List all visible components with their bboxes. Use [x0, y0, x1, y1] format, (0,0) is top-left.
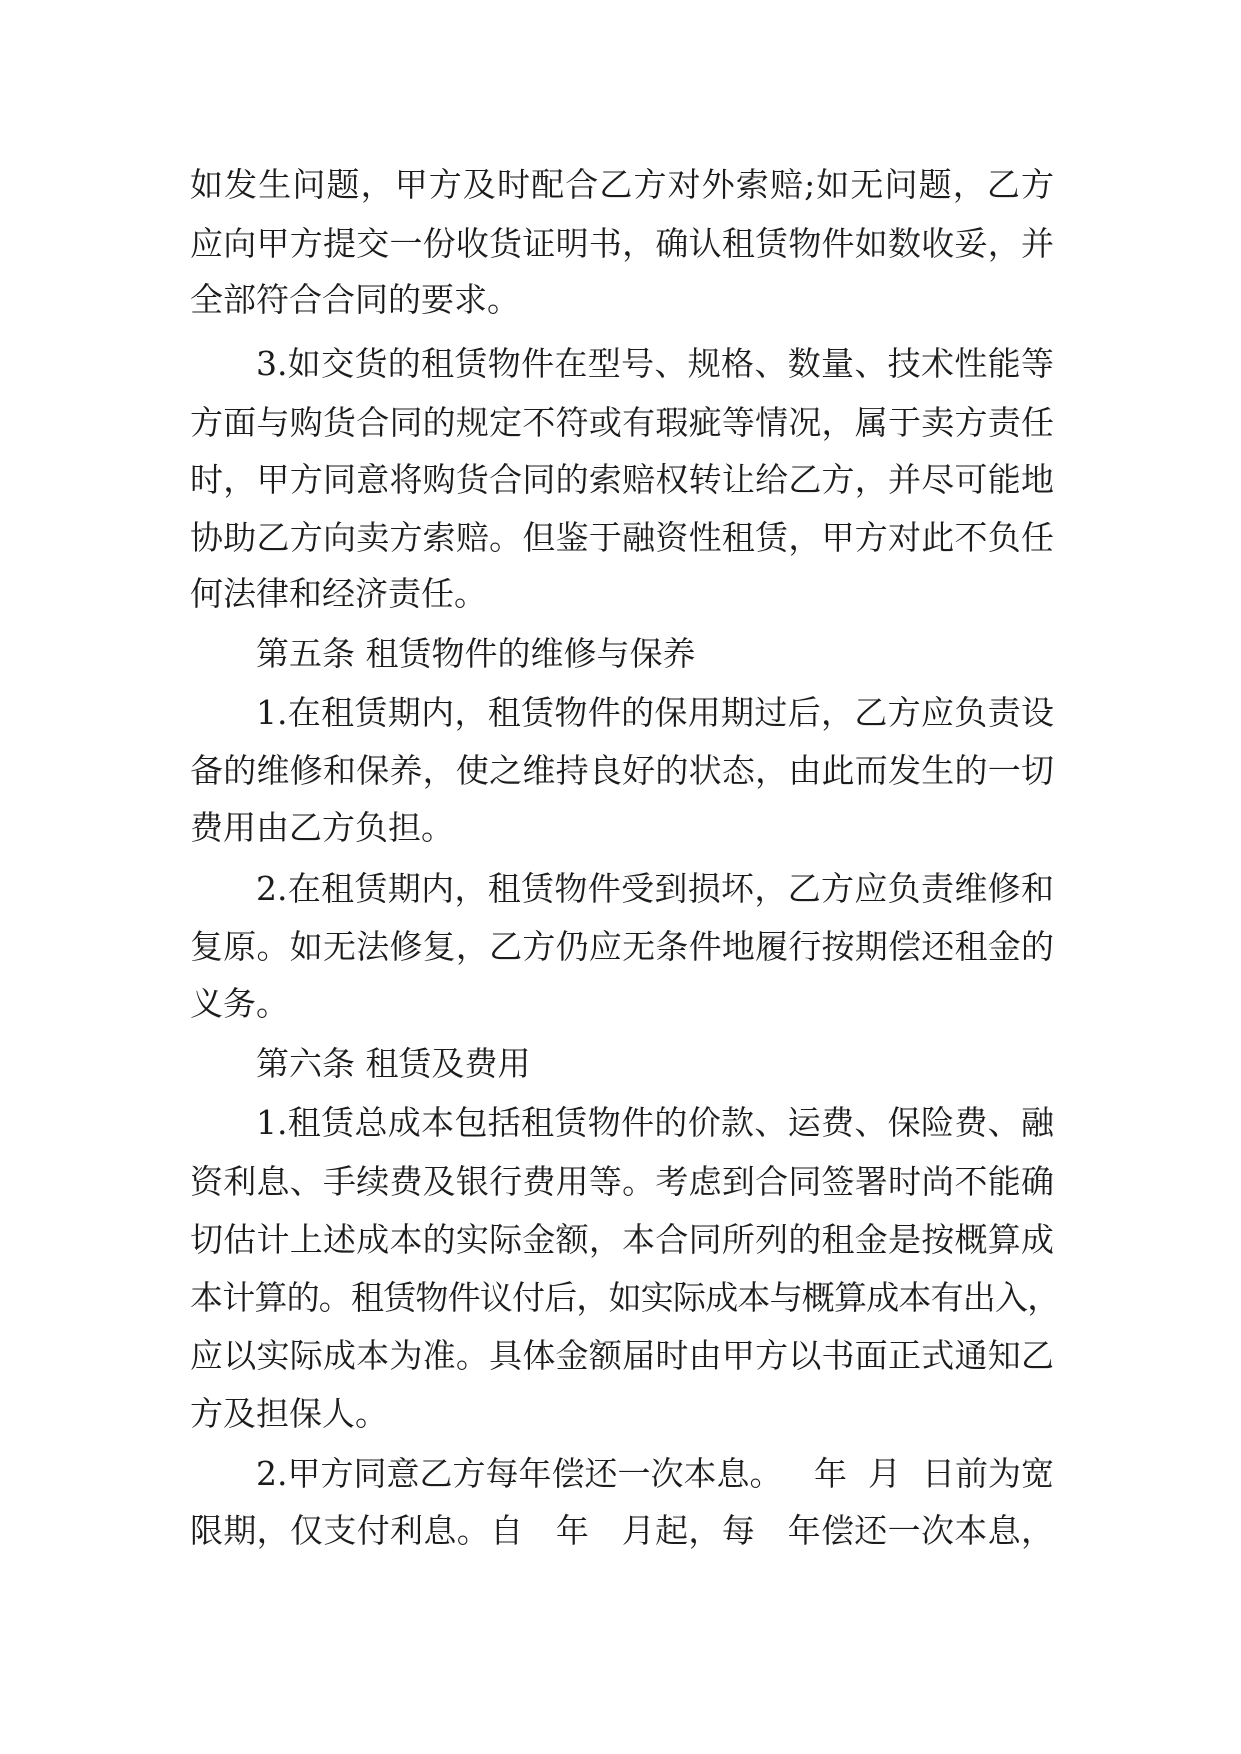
text-line: 本计算的。租赁物件议付后，如实际成本与概算成本有出入， — [190, 1278, 1060, 1317]
text-line: 3.如交货的租赁物件在型号、规格、数量、技术性能等 — [256, 344, 1054, 383]
text-line: 何法律和经济责任。 — [190, 574, 487, 613]
text-line: 义务。 — [190, 984, 289, 1023]
text-line: 协助乙方向卖方索赔。但鉴于融资性租赁，甲方对此不负任 — [190, 518, 1054, 557]
text-line: 复原。如无法修复，乙方仍应无条件地履行按期偿还租金的 — [190, 927, 1054, 966]
text-line: 1.在租赁期内，租赁物件的保用期过后，乙方应负责设 — [256, 693, 1054, 732]
text-line: 切估计上述成本的实际金额，本合同所列的租金是按概算成 — [190, 1220, 1054, 1259]
text-line: 如发生问题，甲方及时配合乙方对外索赔;如无问题，乙方 — [190, 165, 1054, 204]
section-heading: 第六条 租赁及费用 — [256, 1044, 531, 1083]
text-line: 费用由乙方负担。 — [190, 808, 454, 847]
text-line: 方面与购货合同的规定不符或有瑕疵等情况，属于卖方责任 — [190, 403, 1054, 442]
text-line: 1.租赁总成本包括租赁物件的价款、运费、保险费、融 — [256, 1103, 1054, 1142]
text-line: 2.在租赁期内，租赁物件受到损坏，乙方应负责维修和 — [256, 869, 1054, 908]
text-line: 资利息、手续费及银行费用等。考虑到合同签署时尚不能确 — [190, 1162, 1054, 1201]
text-line: 限期，仅支付利息。自 年 月起，每 年偿还一次本息， — [190, 1511, 1054, 1550]
text-line: 备的维修和保养，使之维持良好的状态，由此而发生的一切 — [190, 751, 1054, 790]
text-line: 时，甲方同意将购货合同的索赔权转让给乙方，并尽可能地 — [190, 460, 1054, 499]
section-heading: 第五条 租赁物件的维修与保养 — [256, 634, 696, 673]
text-line: 全部符合合同的要求。 — [190, 280, 520, 319]
text-line: 应以实际成本为准。具体金额届时由甲方以书面正式通知乙 — [190, 1336, 1054, 1375]
text-line: 方及担保人。 — [190, 1394, 388, 1433]
text-line: 应向甲方提交一份收货证明书，确认租赁物件如数收妥，并 — [190, 224, 1054, 263]
text-line: 2.甲方同意乙方每年偿还一次本息。 年 月 日前为宽 — [256, 1454, 1054, 1493]
